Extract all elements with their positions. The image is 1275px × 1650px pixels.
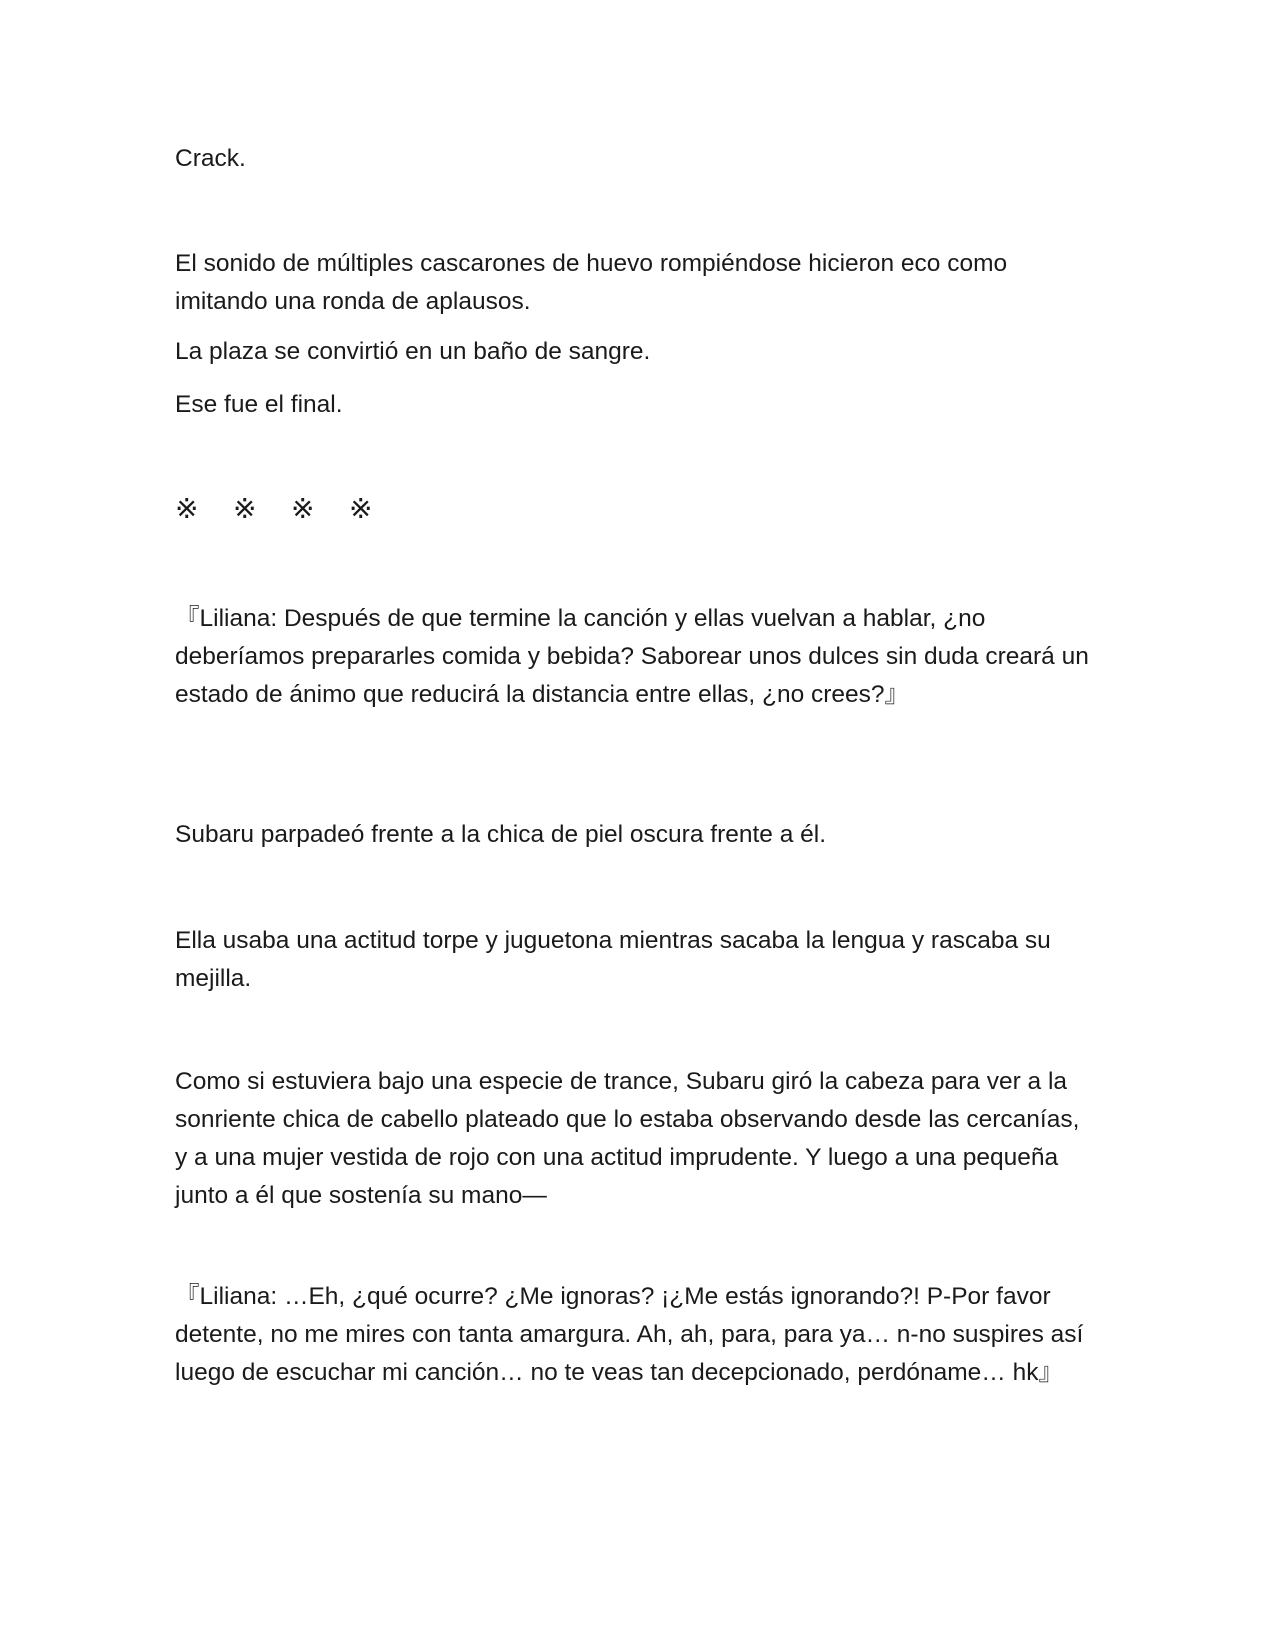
paragraph-eggshells: El sonido de múltiples cascarones de huevo rompiéndose hicieron eco como imitando una ronda de aplausos.	[175, 250, 1008, 315]
separator-mark: ※	[233, 492, 257, 525]
paragraph-plaza: La plaza se convirtió en un baño de sangre.	[175, 338, 651, 365]
paragraph-final: Ese fue el final.	[175, 391, 343, 418]
paragraph-trance: Como si estuviera bajo una especie de trance, Subaru giró la cabeza para ver a la sonriente chica de cabello plateado que lo estaba observando desde las cercanías, y a una mujer vestida de rojo con una actitud imprudente. Y luego a una pequeña junto a él que sostenía su mano—	[175, 1068, 1080, 1209]
separator-mark: ※	[175, 492, 199, 525]
separator-mark: ※	[349, 492, 373, 525]
paragraph-playful-attitude: Ella usaba una actitud torpe y juguetona mientras sacaba la lengua y rascaba su mejilla.	[175, 927, 1051, 992]
paragraph-crack: Crack.	[175, 145, 246, 172]
scene-separator	[175, 490, 407, 528]
separator-mark: ※	[291, 492, 315, 525]
paragraph-liliana-dialogue-2: 『Liliana: …Eh, ¿qué ocurre? ¿Me ignoras? ¡¿Me estás ignorando?! P-Por favor detente, no me mires con tanta amargura. Ah, ah, para, para ya… n-no suspires así luego de escuchar mi canción… no te veas tan decepcionado, perdóname… hk』	[175, 1283, 1084, 1386]
paragraph-subaru-blinked: Subaru parpadeó frente a la chica de piel oscura frente a él.	[175, 821, 827, 848]
paragraph-liliana-dialogue-1: 『Liliana: Después de que termine la canción y ellas vuelvan a hablar, ¿no deberíamos prepararles comida y bebida? Saborear unos dulces sin duda creará un estado de ánimo que reducirá la distancia entre ellas, ¿no crees?』	[175, 605, 1089, 708]
